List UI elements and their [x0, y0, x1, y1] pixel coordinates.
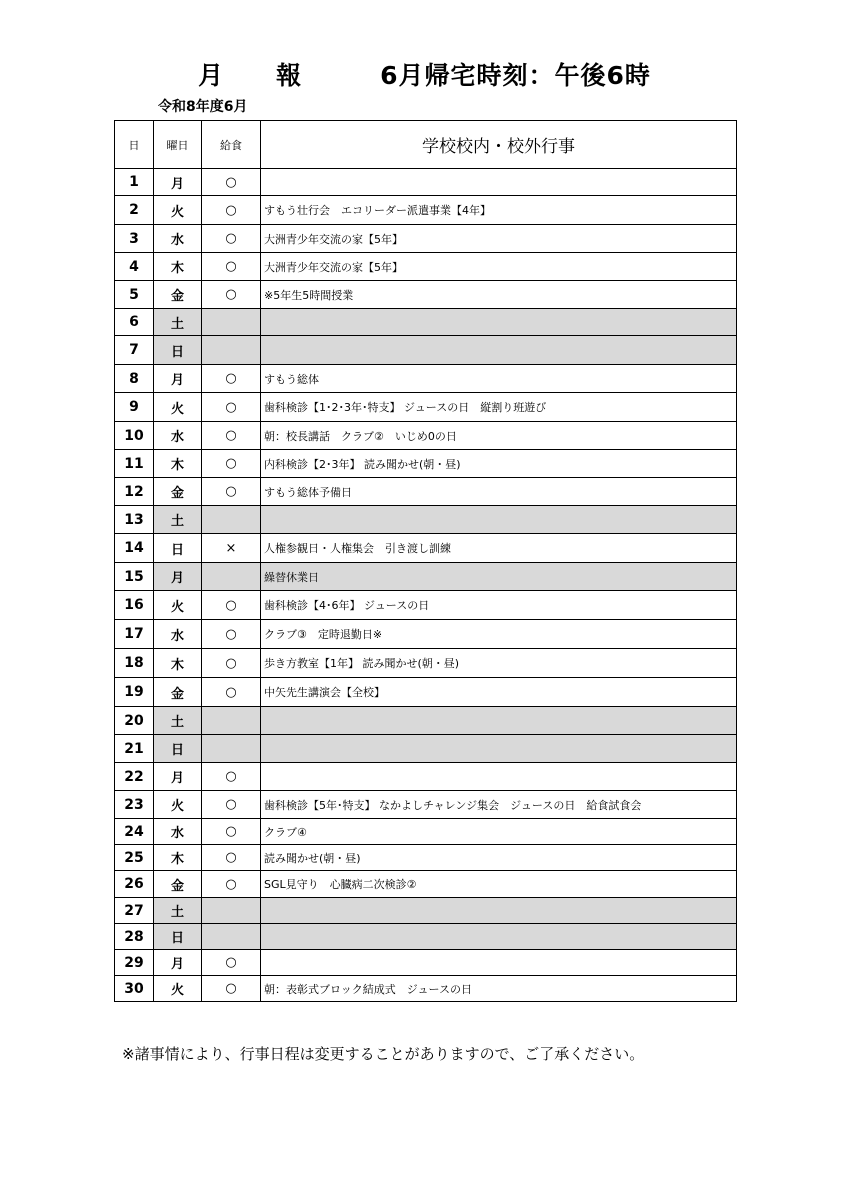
lunch-cell: ○ — [202, 763, 261, 791]
table-row — [115, 678, 737, 707]
table-row — [115, 763, 737, 791]
day-cell: 21 — [115, 735, 154, 763]
day-cell: 15 — [115, 563, 154, 591]
event-cell: すもう総体 — [261, 365, 737, 393]
table-row — [115, 225, 737, 253]
event-cell: 歩き方教室【1年】 読み聞かせ(朝・昼) — [261, 649, 737, 678]
table-row — [115, 591, 737, 620]
day-cell: 23 — [115, 791, 154, 819]
day-cell: 28 — [115, 924, 154, 950]
lunch-cell — [202, 898, 261, 924]
event-cell: 朝：表彰式ブロック結成式 ジュースの日 — [261, 976, 737, 1002]
day-cell: 16 — [115, 591, 154, 620]
event-cell — [261, 950, 737, 976]
schedule-table — [114, 120, 737, 1002]
day-cell: 10 — [115, 422, 154, 450]
lunch-cell: ○ — [202, 169, 261, 196]
column-header-lunch: 給食 — [202, 121, 261, 169]
table-row — [115, 871, 737, 898]
day-cell: 6 — [115, 309, 154, 336]
lunch-cell: ○ — [202, 976, 261, 1002]
weekday-cell: 水 — [154, 225, 202, 253]
day-cell: 4 — [115, 253, 154, 281]
weekday-cell: 日 — [154, 534, 202, 563]
table-row — [115, 422, 737, 450]
lunch-cell — [202, 336, 261, 365]
lunch-cell — [202, 506, 261, 534]
table-row — [115, 563, 737, 591]
event-cell: すもう総体予備日 — [261, 478, 737, 506]
weekday-cell: 火 — [154, 976, 202, 1002]
event-cell — [261, 898, 737, 924]
lunch-cell — [202, 924, 261, 950]
table-row — [115, 924, 737, 950]
table-row — [115, 620, 737, 649]
day-cell: 24 — [115, 819, 154, 845]
event-cell: 歯科検診【4･6年】 ジュースの日 — [261, 591, 737, 620]
lunch-cell: ○ — [202, 620, 261, 649]
lunch-cell: ○ — [202, 422, 261, 450]
event-cell: SGL見守り 心臓病二次検診② — [261, 871, 737, 898]
day-cell: 1 — [115, 169, 154, 196]
event-cell — [261, 924, 737, 950]
lunch-cell: ○ — [202, 791, 261, 819]
event-cell — [261, 506, 737, 534]
lunch-cell: ○ — [202, 950, 261, 976]
weekday-cell: 日 — [154, 735, 202, 763]
weekday-cell: 水 — [154, 819, 202, 845]
event-cell — [261, 309, 737, 336]
table-row — [115, 169, 737, 196]
day-cell: 3 — [115, 225, 154, 253]
day-cell: 26 — [115, 871, 154, 898]
event-cell — [261, 707, 737, 735]
day-cell: 14 — [115, 534, 154, 563]
weekday-cell: 木 — [154, 649, 202, 678]
day-cell: 22 — [115, 763, 154, 791]
event-cell: クラブ④ — [261, 819, 737, 845]
lunch-cell — [202, 563, 261, 591]
day-cell: 18 — [115, 649, 154, 678]
lunch-cell — [202, 735, 261, 763]
lunch-cell — [202, 707, 261, 735]
weekday-cell: 木 — [154, 253, 202, 281]
lunch-cell: ○ — [202, 196, 261, 225]
table-row — [115, 478, 737, 506]
weekday-cell: 月 — [154, 763, 202, 791]
weekday-cell: 土 — [154, 898, 202, 924]
event-cell — [261, 169, 737, 196]
page-title: 月 報 6月帰宅時刻：午後6時 — [198, 61, 651, 90]
table-row — [115, 735, 737, 763]
weekday-cell: 月 — [154, 563, 202, 591]
weekday-cell: 金 — [154, 478, 202, 506]
day-cell: 29 — [115, 950, 154, 976]
table-row — [115, 281, 737, 309]
lunch-cell — [202, 309, 261, 336]
lunch-cell: ○ — [202, 678, 261, 707]
event-cell — [261, 763, 737, 791]
page-subtitle: 令和8年度6月 — [158, 99, 248, 115]
weekday-cell: 日 — [154, 336, 202, 365]
lunch-cell: ○ — [202, 478, 261, 506]
event-cell: 人権参観日・人権集会 引き渡し訓練 — [261, 534, 737, 563]
column-header-weekday: 曜日 — [154, 121, 202, 169]
weekday-cell: 火 — [154, 791, 202, 819]
lunch-cell: ○ — [202, 871, 261, 898]
weekday-cell: 水 — [154, 620, 202, 649]
lunch-cell: ○ — [202, 225, 261, 253]
event-cell: 中矢先生講演会【全校】 — [261, 678, 737, 707]
day-cell: 5 — [115, 281, 154, 309]
day-cell: 11 — [115, 450, 154, 478]
event-cell: 歯科検診【1･2･3年･特支】 ジュースの日 縦割り班遊び — [261, 393, 737, 422]
table-row — [115, 253, 737, 281]
weekday-cell: 土 — [154, 707, 202, 735]
event-cell: 大洲青少年交流の家【5年】 — [261, 253, 737, 281]
lunch-cell: ○ — [202, 450, 261, 478]
event-cell: 朝：校長講話 クラブ② いじめ0の日 — [261, 422, 737, 450]
table-row — [115, 898, 737, 924]
weekday-cell: 金 — [154, 678, 202, 707]
table-row — [115, 707, 737, 735]
day-cell: 2 — [115, 196, 154, 225]
day-cell: 8 — [115, 365, 154, 393]
day-cell: 30 — [115, 976, 154, 1002]
header-row — [115, 121, 737, 169]
weekday-cell: 月 — [154, 365, 202, 393]
table-row — [115, 534, 737, 563]
table-row — [115, 649, 737, 678]
table-row — [115, 336, 737, 365]
table-row — [115, 393, 737, 422]
weekday-cell: 金 — [154, 871, 202, 898]
lunch-cell: ○ — [202, 281, 261, 309]
lunch-cell: ○ — [202, 649, 261, 678]
day-cell: 19 — [115, 678, 154, 707]
weekday-cell: 木 — [154, 450, 202, 478]
event-cell: すもう壮行会 エコリーダー派遣事業【4年】 — [261, 196, 737, 225]
event-cell: 読み聞かせ(朝・昼) — [261, 845, 737, 871]
table-row — [115, 365, 737, 393]
event-cell: 繰替休業日 — [261, 563, 737, 591]
lunch-cell: × — [202, 534, 261, 563]
weekday-cell: 火 — [154, 196, 202, 225]
weekday-cell: 火 — [154, 393, 202, 422]
weekday-cell: 土 — [154, 506, 202, 534]
day-cell: 20 — [115, 707, 154, 735]
event-cell: 歯科検診【5年･特支】 なかよしチャレンジ集会 ジュースの日 給食試食会 — [261, 791, 737, 819]
table-row — [115, 845, 737, 871]
event-cell: 大洲青少年交流の家【5年】 — [261, 225, 737, 253]
lunch-cell: ○ — [202, 845, 261, 871]
footnote: ※諸事情により、行事日程は変更することがありますので、ご了承ください。 — [122, 1045, 645, 1063]
weekday-cell: 木 — [154, 845, 202, 871]
table-row — [115, 976, 737, 1002]
day-cell: 7 — [115, 336, 154, 365]
lunch-cell: ○ — [202, 393, 261, 422]
weekday-cell: 火 — [154, 591, 202, 620]
table-row — [115, 791, 737, 819]
table-row — [115, 450, 737, 478]
weekday-cell: 土 — [154, 309, 202, 336]
table-row — [115, 309, 737, 336]
lunch-cell: ○ — [202, 365, 261, 393]
day-cell: 12 — [115, 478, 154, 506]
weekday-cell: 金 — [154, 281, 202, 309]
event-cell: 内科検診【2･3年】 読み聞かせ(朝・昼) — [261, 450, 737, 478]
schedule-body — [115, 169, 737, 1002]
table-row — [115, 506, 737, 534]
weekday-cell: 日 — [154, 924, 202, 950]
event-cell: クラブ③ 定時退勤日※ — [261, 620, 737, 649]
day-cell: 17 — [115, 620, 154, 649]
weekday-cell: 月 — [154, 950, 202, 976]
lunch-cell: ○ — [202, 253, 261, 281]
table-row — [115, 819, 737, 845]
column-header-events: 学校校内・校外行事 — [261, 121, 737, 169]
column-header-day: 日 — [115, 121, 154, 169]
day-cell: 13 — [115, 506, 154, 534]
table-row — [115, 196, 737, 225]
day-cell: 9 — [115, 393, 154, 422]
event-cell: ※5年生5時間授業 — [261, 281, 737, 309]
event-cell — [261, 336, 737, 365]
weekday-cell: 水 — [154, 422, 202, 450]
event-cell — [261, 735, 737, 763]
day-cell: 25 — [115, 845, 154, 871]
table-row — [115, 950, 737, 976]
lunch-cell: ○ — [202, 819, 261, 845]
weekday-cell: 月 — [154, 169, 202, 196]
day-cell: 27 — [115, 898, 154, 924]
lunch-cell: ○ — [202, 591, 261, 620]
